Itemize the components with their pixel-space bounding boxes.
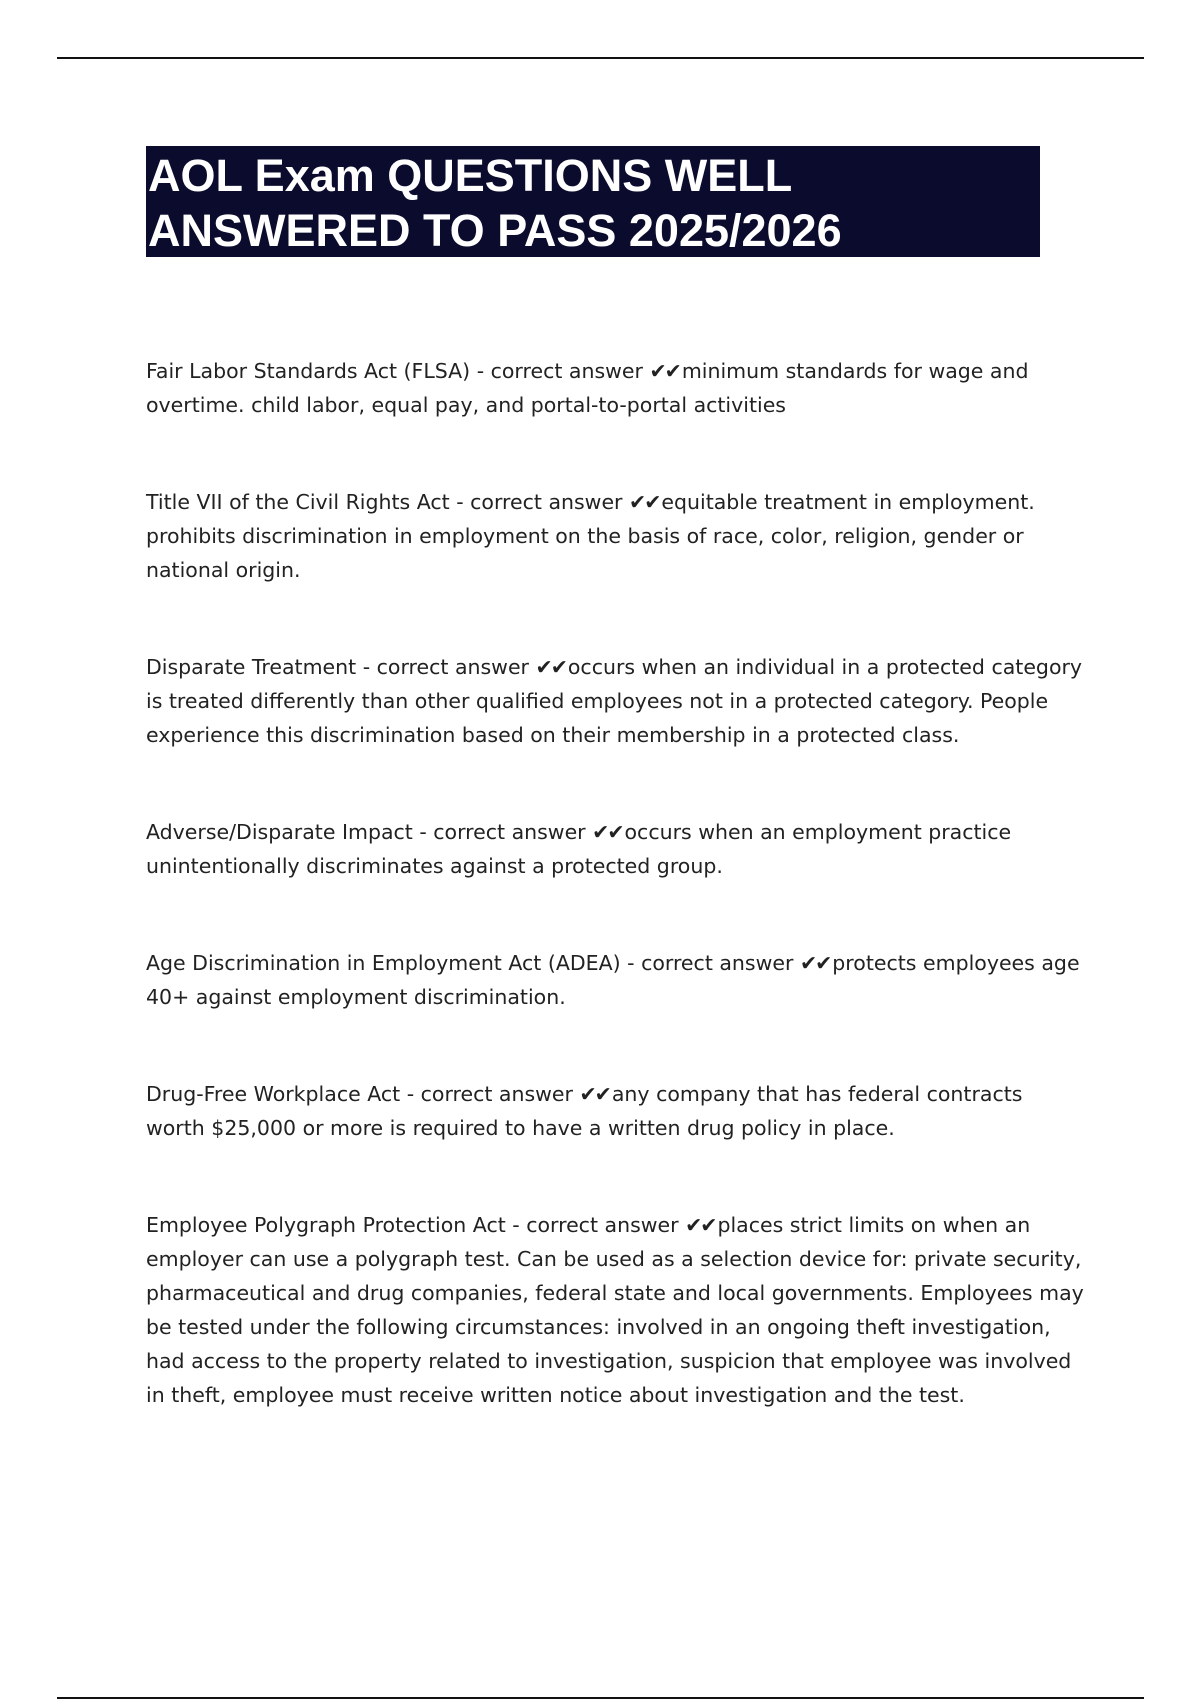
double-check-icon: ✔✔ xyxy=(649,359,680,383)
double-check-icon: ✔✔ xyxy=(535,655,566,679)
entry-answer: minimum standards for wage and overtime. child labor, equal pay, and portal-to-portal activities xyxy=(146,359,1029,417)
entry-answer: occurs when an individual in a protected category is treated differently than other qualified employees not in a protected category. People experience this discrimination based on their membership in a protected class. xyxy=(146,655,1083,747)
qa-entry xyxy=(146,485,1086,587)
qa-entry xyxy=(146,946,1086,1014)
qa-entry xyxy=(146,354,1086,422)
answer-marker: - correct answer xyxy=(505,1213,686,1237)
entry-term: Adverse/Disparate Impact xyxy=(146,820,413,844)
answer-marker: - correct answer xyxy=(449,490,630,514)
double-check-icon: ✔✔ xyxy=(799,951,831,975)
document-title: AOL Exam QUESTIONS WELL ANSWERED TO PASS 2025/2026 xyxy=(148,150,842,256)
entry-answer: any company that has federal contracts worth $25,000 or more is required to have a written drug policy in place. xyxy=(146,1082,1023,1140)
double-check-icon: ✔✔ xyxy=(592,820,623,844)
entry-term: Fair Labor Standards Act (FLSA) xyxy=(146,359,471,383)
qa-list xyxy=(146,354,1086,1475)
entry-answer: occurs when an employment practice unintentionally discriminates against a protected group. xyxy=(146,820,1012,878)
qa-entry xyxy=(146,1208,1086,1412)
top-divider xyxy=(57,57,1144,59)
answer-marker: - correct answer xyxy=(400,1082,580,1106)
entry-term: Employee Polygraph Protection Act xyxy=(146,1213,506,1237)
answer-marker: - correct answer xyxy=(356,655,536,679)
title-banner xyxy=(146,146,1040,257)
entry-term: Title VII of the Civil Rights Act xyxy=(146,490,450,514)
answer-marker: - correct answer xyxy=(620,951,800,975)
double-check-icon: ✔✔ xyxy=(579,1082,610,1106)
qa-entry xyxy=(146,650,1086,752)
entry-answer: protects employees age 40+ against employment discrimination. xyxy=(146,951,1080,1009)
bottom-divider xyxy=(57,1697,1144,1699)
qa-entry xyxy=(146,1077,1086,1145)
double-check-icon: ✔✔ xyxy=(685,1213,716,1237)
answer-marker: - correct answer xyxy=(470,359,650,383)
entry-term: Disparate Treatment xyxy=(146,655,357,679)
entry-answer: equitable treatment in employment. prohibits discrimination in employment on the basis of race, color, religion, gender or national origin. xyxy=(146,490,1035,582)
qa-entry xyxy=(146,815,1086,883)
answer-marker: - correct answer xyxy=(412,820,593,844)
double-check-icon: ✔✔ xyxy=(629,490,660,514)
entry-term: Drug-Free Workplace Act xyxy=(146,1082,401,1106)
entry-term: Age Discrimination in Employment Act (ADEA) xyxy=(146,951,621,975)
entry-answer: places strict limits on when an employer can use a polygraph test. Can be used as a selection device for: private security, pharmaceutical and drug companies, federal state and local governments. Employees may be tested under the following circumstances: involved in an ongoing theft investigation, had access to the property related to investigation, suspicion that employee was involved in theft, employee must receive written notice about investigation and the test. xyxy=(146,1213,1084,1407)
